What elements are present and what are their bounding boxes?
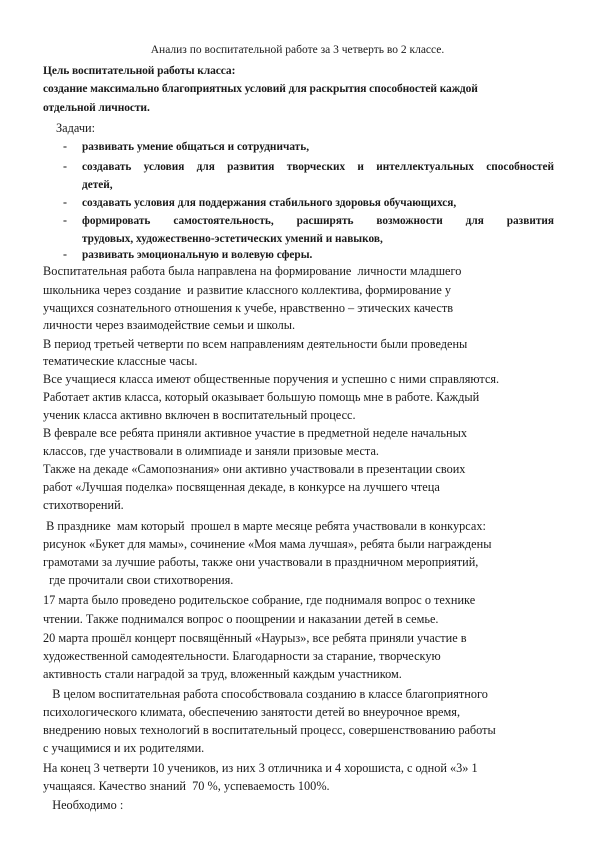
body-text-line: грамотами за лучшие работы, также они участвовали в праздничном мероприятий,	[43, 555, 479, 569]
task-bullet: -	[63, 139, 67, 153]
body-text-line: личности через взаимодействие семьи и школы.	[43, 318, 296, 332]
task-item-line: развивать эмоциональную и волевую сферы.	[82, 249, 313, 261]
body-text-line: 17 марта было проведено родительское собрание, где поднималя вопрос о технике	[43, 593, 476, 607]
body-text-line: Все учащиеся класса имеют общественные поручения и успешно с ними справляются.	[43, 372, 500, 386]
goal-heading: Цель воспитательной работы класса:	[43, 65, 236, 77]
body-text-line: внедрению новых технологий в воспитательный процесс, совершенствованию работы	[43, 723, 496, 737]
body-text-line: работ «Лучшая поделка» посвященная декаде, в конкурсе на лучшего чтеца	[43, 480, 440, 494]
body-text-line: Необходимо :	[43, 798, 124, 812]
body-text-line: художественной самодеятельности. Благодарности за старание, творческую	[43, 649, 441, 663]
body-text-line: чтении. Также поднимался вопрос о поощрении и наказании детей в семье.	[43, 612, 439, 626]
task-bullet: -	[63, 159, 67, 173]
body-text-line: учащихся сознательного отношения к учебе, нравственно – этических качеств	[43, 301, 454, 315]
document-title: Анализ по воспитательной работе за 3 четверть во 2 классе.	[150, 44, 445, 56]
goal-text-line: создание максимально благоприятных условий для раскрытия способностей каждой	[43, 83, 478, 95]
body-text-line: с учащимися и их родителями.	[43, 741, 205, 755]
body-text-line: активность стали наградой за труд, вложенный каждым участником.	[43, 667, 402, 681]
task-item-line: трудовых, художественно-эстетических умений и навыков,	[82, 233, 383, 245]
task-bullet: -	[63, 195, 67, 209]
task-bullet: -	[63, 213, 67, 227]
tasks-label: Задачи:	[56, 121, 96, 135]
body-text-line: Также на декаде «Самопознания» они активно участвовали в презентации своих	[43, 462, 466, 476]
body-text-line: психологического климата, обеспечению занятости детей во внеурочное время,	[43, 705, 461, 719]
goal-text-line: отдельной личности.	[43, 102, 150, 114]
task-item-line: формировать самостоятельность, расширять возможности для развития	[82, 215, 554, 227]
task-bullet: -	[63, 247, 67, 261]
body-text-line: В празднике мам который прошел в марте месяце ребята участвовали в конкурсах:	[43, 519, 486, 533]
body-text-line: где прочитали свои стихотворения.	[43, 573, 234, 587]
body-text-line: В период третьей четверти по всем направлениям деятельности были проведены	[43, 337, 468, 351]
body-text-line: школьника через создание и развитие классного коллектива, формирование у	[43, 283, 452, 297]
body-text-line: В целом воспитательная работа способствовала созданию в классе благоприятного	[43, 687, 488, 701]
task-item-line: создавать условия для развития творческих и интеллектуальных способностей	[82, 161, 554, 173]
body-text-line: Работает актив класса, который оказывает большую помощь мне в работе. Каждый	[43, 390, 480, 404]
task-item-line: развивать умение общаться и сотрудничать,	[82, 141, 310, 153]
body-text-line: стихотворений.	[43, 498, 124, 512]
task-item-line: создавать условия для поддержания стабильного здоровья обучающихся,	[82, 197, 457, 209]
body-text-line: тематические классные часы.	[43, 354, 198, 368]
body-text-line: В феврале все ребята приняли активное участие в предметной неделе начальных	[43, 426, 468, 440]
body-text-line: Воспитательная работа была направлена на формирование личности младшего	[43, 264, 462, 278]
body-text-line: На конец 3 четверти 10 учеников, из них 3 отличника и 4 хорошиста, с одной «3» 1	[43, 761, 478, 775]
body-text-line: ученик класса активно включен в воспитательный процесс.	[43, 408, 356, 422]
body-text-line: 20 марта прошёл концерт посвящённый «Наурыз», все ребята приняли участие в	[43, 631, 467, 645]
body-text-line: учащаяся. Качество знаний 70 %, успеваемость 100%.	[43, 779, 330, 793]
body-text-line: классов, где участвовали в олимпиаде и заняли призовые места.	[43, 444, 379, 458]
task-item-line: детей,	[82, 179, 113, 191]
body-text-line: рисунок «Букет для мамы», сочинение «Моя мама лучшая», ребята были награждены	[43, 537, 492, 551]
